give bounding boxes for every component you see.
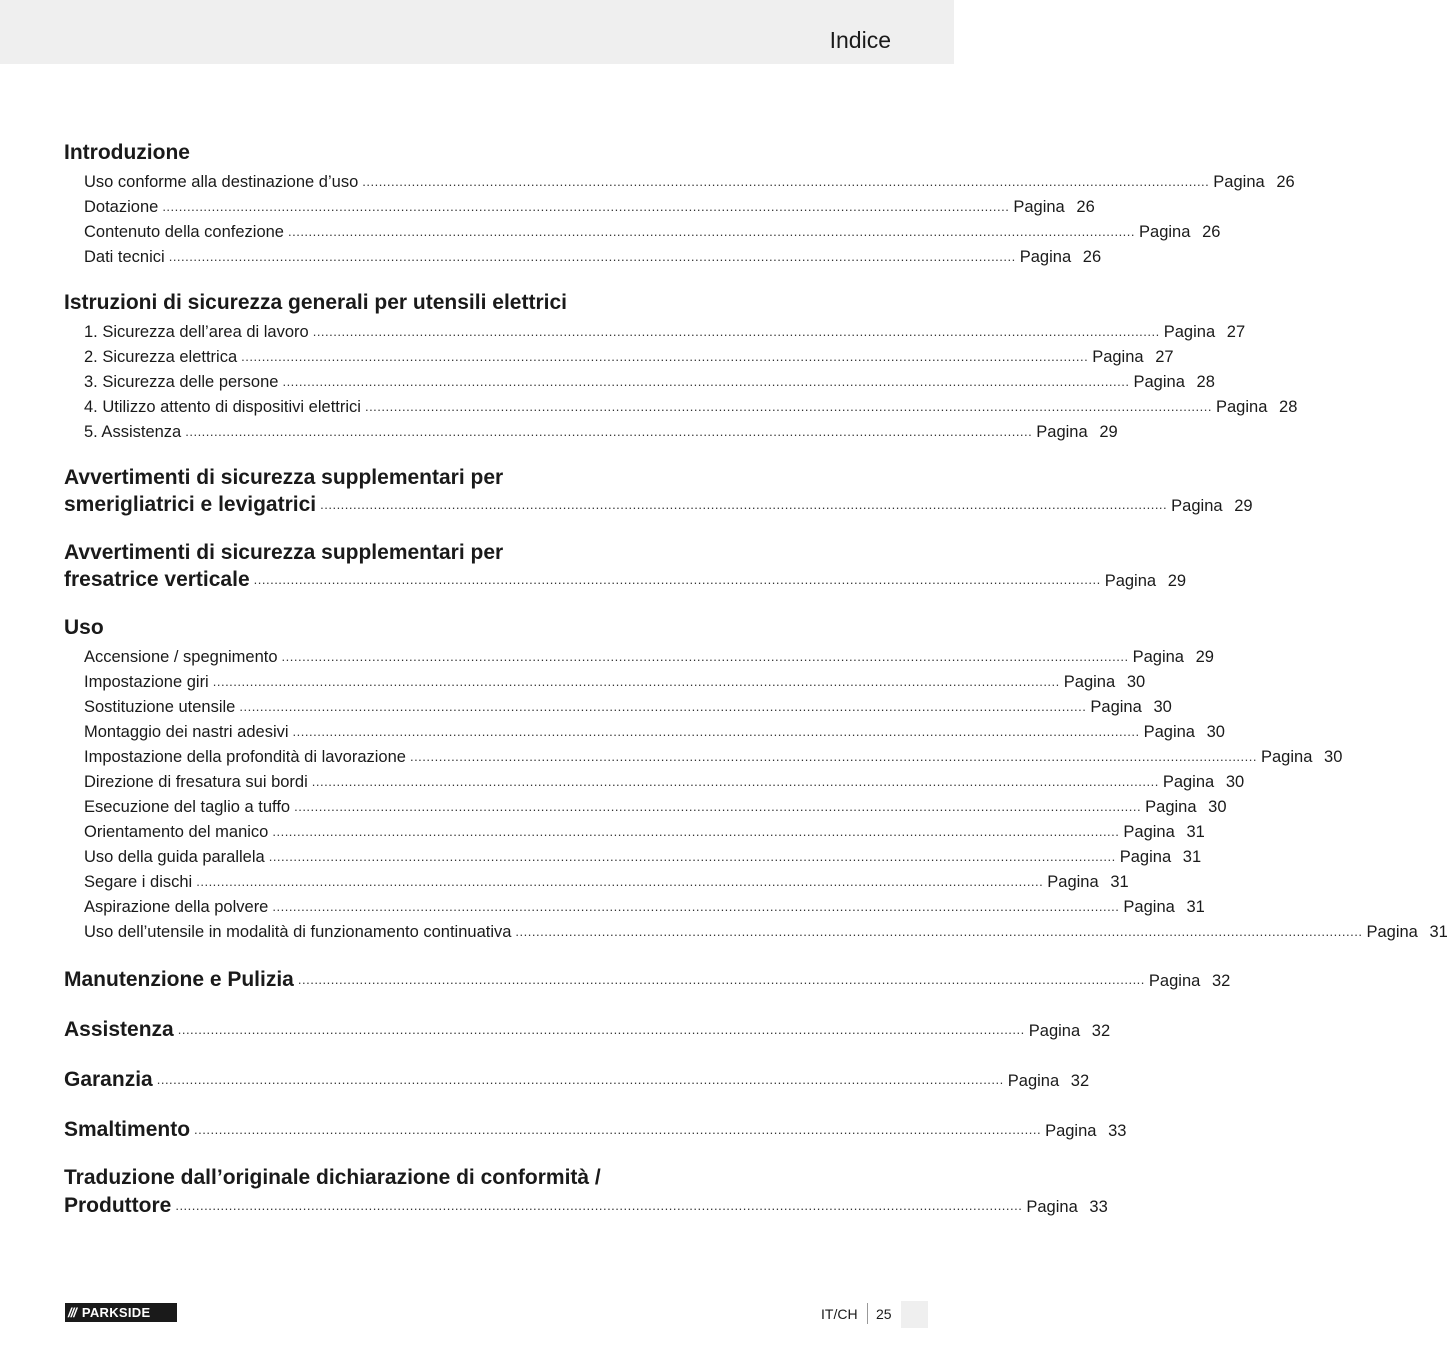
toc-entry[interactable] (84, 917, 1448, 942)
toc-entry-label: 4. Utilizzo attento di dispositivi elettrici (84, 398, 361, 416)
dot-leader: .............................................................................................................................................................................................................. (268, 849, 1116, 864)
toc-heading-entry[interactable] (64, 564, 1187, 592)
dot-leader: .............................................................................................................................................................................................................. (364, 399, 1212, 414)
toc-entry-page: Pagina 29 (1104, 572, 1187, 590)
toc-entry-page: Pagina 29 (1036, 423, 1118, 441)
dot-leader: .............................................................................................................................................................................................................. (281, 649, 1129, 664)
toc-heading-entry[interactable] (64, 1114, 1127, 1142)
dot-leader: .............................................................................................................................................................................................................. (312, 324, 1160, 339)
toc-entry[interactable] (84, 817, 1205, 842)
toc-entry-page: Pagina 29 (1132, 648, 1214, 666)
toc-entry-page: Pagina 30 (1261, 748, 1343, 766)
section-heading-safety: Istruzioni di sicurezza generali per utensili elettrici (64, 291, 567, 314)
section-heading-declaration-line2: Produttore (64, 1194, 172, 1217)
toc-entry-label: Dotazione (84, 198, 159, 216)
toc-entry[interactable] (84, 217, 1221, 242)
toc-entry-page: Pagina 32 (1148, 972, 1231, 990)
section-heading-maintenance: Manutenzione e Pulizia (64, 968, 294, 991)
dot-leader: .............................................................................................................................................................................................................. (253, 572, 1101, 587)
toc-entry[interactable] (84, 692, 1172, 717)
dot-leader: .............................................................................................................................................................................................................. (282, 374, 1130, 389)
section-heading-service: Assistenza (64, 1018, 174, 1041)
toc-entry-label: Impostazione giri (84, 673, 209, 691)
toc-entry-label: Direzione di fresatura sui bordi (84, 773, 308, 791)
toc-entry-label: Montaggio dei nastri adesivi (84, 723, 289, 741)
toc-entry-page: Pagina 28 (1216, 398, 1298, 416)
dot-leader: .............................................................................................................................................................................................................. (241, 349, 1089, 364)
toc-entry[interactable] (84, 717, 1225, 742)
toc-entry-label: Uso conforme alla destinazione d’uso (84, 173, 359, 191)
dot-leader: .............................................................................................................................................................................................................. (185, 424, 1033, 439)
toc-entry[interactable] (84, 642, 1214, 667)
toc-entry-page: Pagina 30 (1063, 673, 1146, 691)
toc-entry-page: Pagina 27 (1092, 348, 1174, 366)
dot-leader: .............................................................................................................................................................................................................. (168, 249, 1016, 264)
toc-entry-label: Sostituzione utensile (84, 698, 236, 716)
section-heading-introduzione: Introduzione (64, 141, 190, 164)
dot-leader: .............................................................................................................................................................................................................. (272, 899, 1120, 914)
section-heading-warn-grinder: Avvertimenti di sicurezza supplementari per (64, 466, 504, 489)
toc-entry[interactable] (84, 242, 1102, 267)
toc-entry-label: Segare i dischi (84, 873, 193, 891)
section-heading-uso: Uso (64, 616, 104, 639)
toc-entry[interactable] (84, 192, 1095, 217)
toc-entry-label: Esecuzione del taglio a tuffo (84, 798, 291, 816)
toc-entry-page: Pagina 26 (1019, 248, 1102, 266)
toc-entry[interactable] (84, 317, 1246, 342)
footer-divider (867, 1303, 868, 1324)
dot-leader: .............................................................................................................................................................................................................. (294, 799, 1142, 814)
toc-entry[interactable] (84, 867, 1129, 892)
toc-entry-page: Pagina 29 (1171, 497, 1253, 515)
toc-entry[interactable] (84, 392, 1298, 417)
toc-entry-page: Pagina 33 (1026, 1198, 1108, 1216)
toc-entry[interactable] (84, 792, 1227, 817)
toc-entry-page: Pagina 33 (1045, 1122, 1127, 1140)
toc-entry[interactable] (84, 417, 1118, 442)
footer-language: IT/CH (821, 1306, 858, 1322)
toc-heading-entry[interactable] (64, 1014, 1111, 1042)
toc-entry-label: Dati tecnici (84, 248, 165, 266)
toc-entry-page: Pagina 30 (1162, 773, 1245, 791)
toc-entry-page: Pagina 32 (1007, 1072, 1090, 1090)
toc-entry-label: Orientamento del manico (84, 823, 269, 841)
toc-entry-page: Pagina 30 (1145, 798, 1227, 816)
toc-heading-entry[interactable] (64, 964, 1231, 992)
logo-brand: PARKSIDE (81, 1305, 151, 1320)
dot-leader: .............................................................................................................................................................................................................. (175, 1198, 1023, 1213)
toc-entry-label: Uso dell’utensile in modalità di funzionamento continuativa (84, 923, 512, 941)
toc-entry-label: Impostazione della profondità di lavorazione (84, 748, 406, 766)
dot-leader: .............................................................................................................................................................................................................. (156, 1072, 1004, 1087)
toc-entry-label: 1. Sicurezza dell’area di lavoro (84, 323, 309, 341)
toc-entry-label: Uso della guida parallela (84, 848, 265, 866)
section-heading-warn-grinder-line2: smerigliatrici e levigatrici (64, 493, 317, 516)
toc-entry-page: Pagina 31 (1123, 823, 1205, 841)
dot-leader: .............................................................................................................................................................................................................. (194, 1122, 1042, 1137)
dot-leader: .............................................................................................................................................................................................................. (212, 674, 1060, 689)
toc-entry-page: Pagina 31 (1047, 873, 1129, 891)
toc-entry[interactable] (84, 167, 1295, 192)
toc-entry-label: 3. Sicurezza delle persone (84, 373, 279, 391)
toc-entry-page: Pagina 27 (1163, 323, 1246, 341)
dot-leader: .............................................................................................................................................................................................................. (272, 824, 1120, 839)
toc-entry-label: Accensione / spegnimento (84, 648, 278, 666)
dot-leader: .............................................................................................................................................................................................................. (311, 774, 1159, 789)
toc-entry[interactable] (84, 892, 1205, 917)
toc-entry[interactable] (84, 367, 1215, 392)
logo-stripes: /// (68, 1305, 76, 1320)
toc-entry[interactable] (84, 667, 1146, 692)
toc-entry-label: 2. Sicurezza elettrica (84, 348, 238, 366)
dot-leader: .............................................................................................................................................................................................................. (177, 1022, 1025, 1037)
toc-entry-page: Pagina 28 (1133, 373, 1215, 391)
toc-entry[interactable] (84, 767, 1245, 792)
footer-tab-marker (901, 1301, 928, 1328)
dot-leader: .............................................................................................................................................................................................................. (297, 972, 1145, 987)
toc-entry-page: Pagina 30 (1090, 698, 1172, 716)
dot-leader: .............................................................................................................................................................................................................. (196, 874, 1044, 889)
toc-entry[interactable] (84, 842, 1202, 867)
toc-entry-page: Pagina 26 (1213, 173, 1295, 191)
section-heading-warn-router: Avvertimenti di sicurezza supplementari per (64, 541, 504, 564)
page-title: Indice (829, 27, 891, 53)
toc-entry-page: Pagina 30 (1143, 723, 1225, 741)
toc-entry-page: Pagina 26 (1013, 198, 1095, 216)
dot-leader: .............................................................................................................................................................................................................. (287, 224, 1136, 239)
toc-heading-entry[interactable] (64, 1190, 1108, 1218)
dot-leader: .............................................................................................................................................................................................................. (409, 749, 1257, 764)
dot-leader: .............................................................................................................................................................................................................. (320, 497, 1168, 512)
parkside-logo (65, 1303, 177, 1322)
toc-entry-label: 5. Assistenza (84, 423, 182, 441)
toc-heading-entry[interactable] (64, 1064, 1090, 1092)
dot-leader: .............................................................................................................................................................................................................. (292, 724, 1140, 739)
footer-page-number: 25 (876, 1306, 892, 1322)
toc-entry-page: Pagina 26 (1139, 223, 1221, 241)
toc-entry-label: Aspirazione della polvere (84, 898, 269, 916)
toc-entry-label: Contenuto della confezione (84, 223, 284, 241)
section-heading-disposal: Smaltimento (64, 1118, 191, 1141)
toc-entry[interactable] (84, 742, 1343, 767)
toc-entry-page: Pagina 31 (1123, 898, 1205, 916)
toc-heading-entry[interactable] (64, 489, 1253, 517)
toc-entry[interactable] (84, 342, 1174, 367)
dot-leader: .............................................................................................................................................................................................................. (362, 174, 1210, 189)
section-heading-warn-router-line2: fresatrice verticale (64, 568, 250, 591)
toc-entry-page: Pagina 32 (1028, 1022, 1111, 1040)
section-heading-warranty: Garanzia (64, 1068, 153, 1091)
header-band (0, 0, 954, 64)
toc-entry-page: Pagina 31 (1119, 848, 1202, 866)
dot-leader: .............................................................................................................................................................................................................. (239, 699, 1087, 714)
section-heading-declaration: Traduzione dall’originale dichiarazione di conformità / (64, 1166, 601, 1189)
dot-leader: .............................................................................................................................................................................................................. (515, 924, 1363, 939)
dot-leader: .............................................................................................................................................................................................................. (162, 199, 1010, 214)
toc-entry-page: Pagina 31 (1366, 923, 1448, 941)
